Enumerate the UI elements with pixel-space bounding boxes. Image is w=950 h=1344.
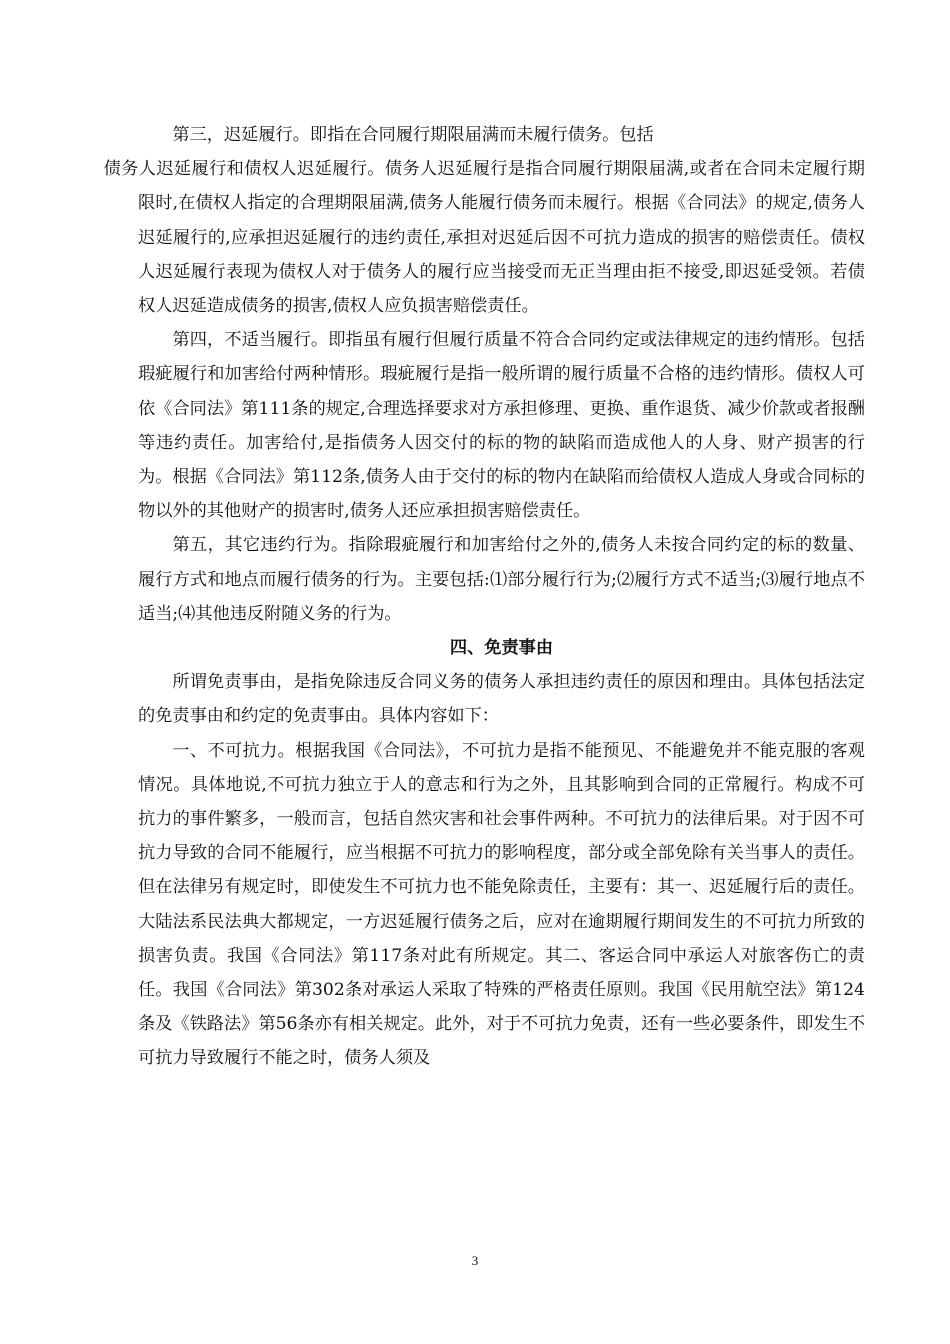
paragraph-other-breach: 第五，其它违约行为。指除瑕疵履行和加害给付之外的,债务人未按合同约定的标的数量、履行方式和地点而履行债务的行为。主要包括:⑴部分履行行为;⑵履行方式不适当;⑶履行地点不适当;⑷其他违反附随义务的行为。 bbox=[138, 535, 865, 624]
paragraph-improper-performance: 第四，不适当履行。即指虽有履行但履行质量不符合合同约定或法律规定的违约情形。包括瑕疵履行和加害给付两种情形。瑕疵履行是指一般所谓的履行质量不合格的违约情形。债权人可依《合同法》第111条的规定,合理选择要求对方承担修理、更换、重作退货、减少价款或者报酬等违约责任。加害给付,是指债务人因交付的标的物的缺陷而造成他人的人身、财产损害的行为。根据《合同法》第112条,债务人由于交付的标的物内在缺陷而给债权人造成人身或合同标的物以外的其他财产的损害时,债务人还应承担损害赔偿责任。 bbox=[138, 330, 865, 522]
page-number: 3 bbox=[471, 1253, 479, 1268]
paragraph-delayed-performance bbox=[103, 118, 865, 323]
document-body bbox=[103, 118, 865, 1076]
paragraph-lead-line: 第三，迟延履行。即指在合同履行期限届满而未履行债务。包括 bbox=[172, 125, 654, 145]
paragraph-text: 债务人迟延履行和债权人迟延履行。债务人迟延履行是指合同履行期限届满,或者在合同未定履行期限时,在债权人指定的合理期限届满,债务人能履行债务而未履行。根据《合同法》的规定,债务人迟延履行的,应承担迟延履行的违约责任,承担对迟延后因不可抗力造成的损害的赔偿责任。债权人迟延履行表现为债权人对于债务人的履行应当接受而无正当理由拒不接受,即迟延受领。若债权人迟延造成债务的损害,债权人应负损害赔偿责任。 bbox=[103, 159, 865, 317]
paragraph-force-majeure: 一、不可抗力。根据我国《合同法》，不可抗力是指不能预见、不能避免并不能克服的客观情况。具体地说,不可抗力独立于人的意志和行为之外，且其影响到合同的正常履行。构成不可抗力的事件繁多，一般而言，包括自然灾害和社会事件两种。不可抗力的法律后果。对于因不可抗力导致的合同不能履行，应当根据不可抗力的影响程度，部分或全部免除有关当事人的责任。但在法律另有规定时，即使发生不可抗力也不能免除责任，主要有：其一、迟延履行后的责任。大陆法系民法典大都规定，一方迟延履行债务之后，应对在逾期履行期间发生的不可抗力所致的损害负责。我国《合同法》第117条对此有所规定。其二、客运合同中承运人对旅客伤亡的责任。我国《合同法》第302条对承运人采取了特殊的严格责任原则。我国《民用航空法》第124条及《铁路法》第56条亦有相关规定。此外，对于不可抗力免责，还有一些必要条件，即发生不可抗力导致履行不能之时，债务人须及 bbox=[138, 740, 865, 1069]
section-heading-exemption: 四、免责事由 bbox=[449, 638, 554, 659]
paragraph-exemption-intro: 所谓免责事由，是指免除违反合同义务的债务人承担违约责任的原因和理由。具体包括法定的免责事由和约定的免责事由。具体内容如下： bbox=[138, 672, 865, 727]
